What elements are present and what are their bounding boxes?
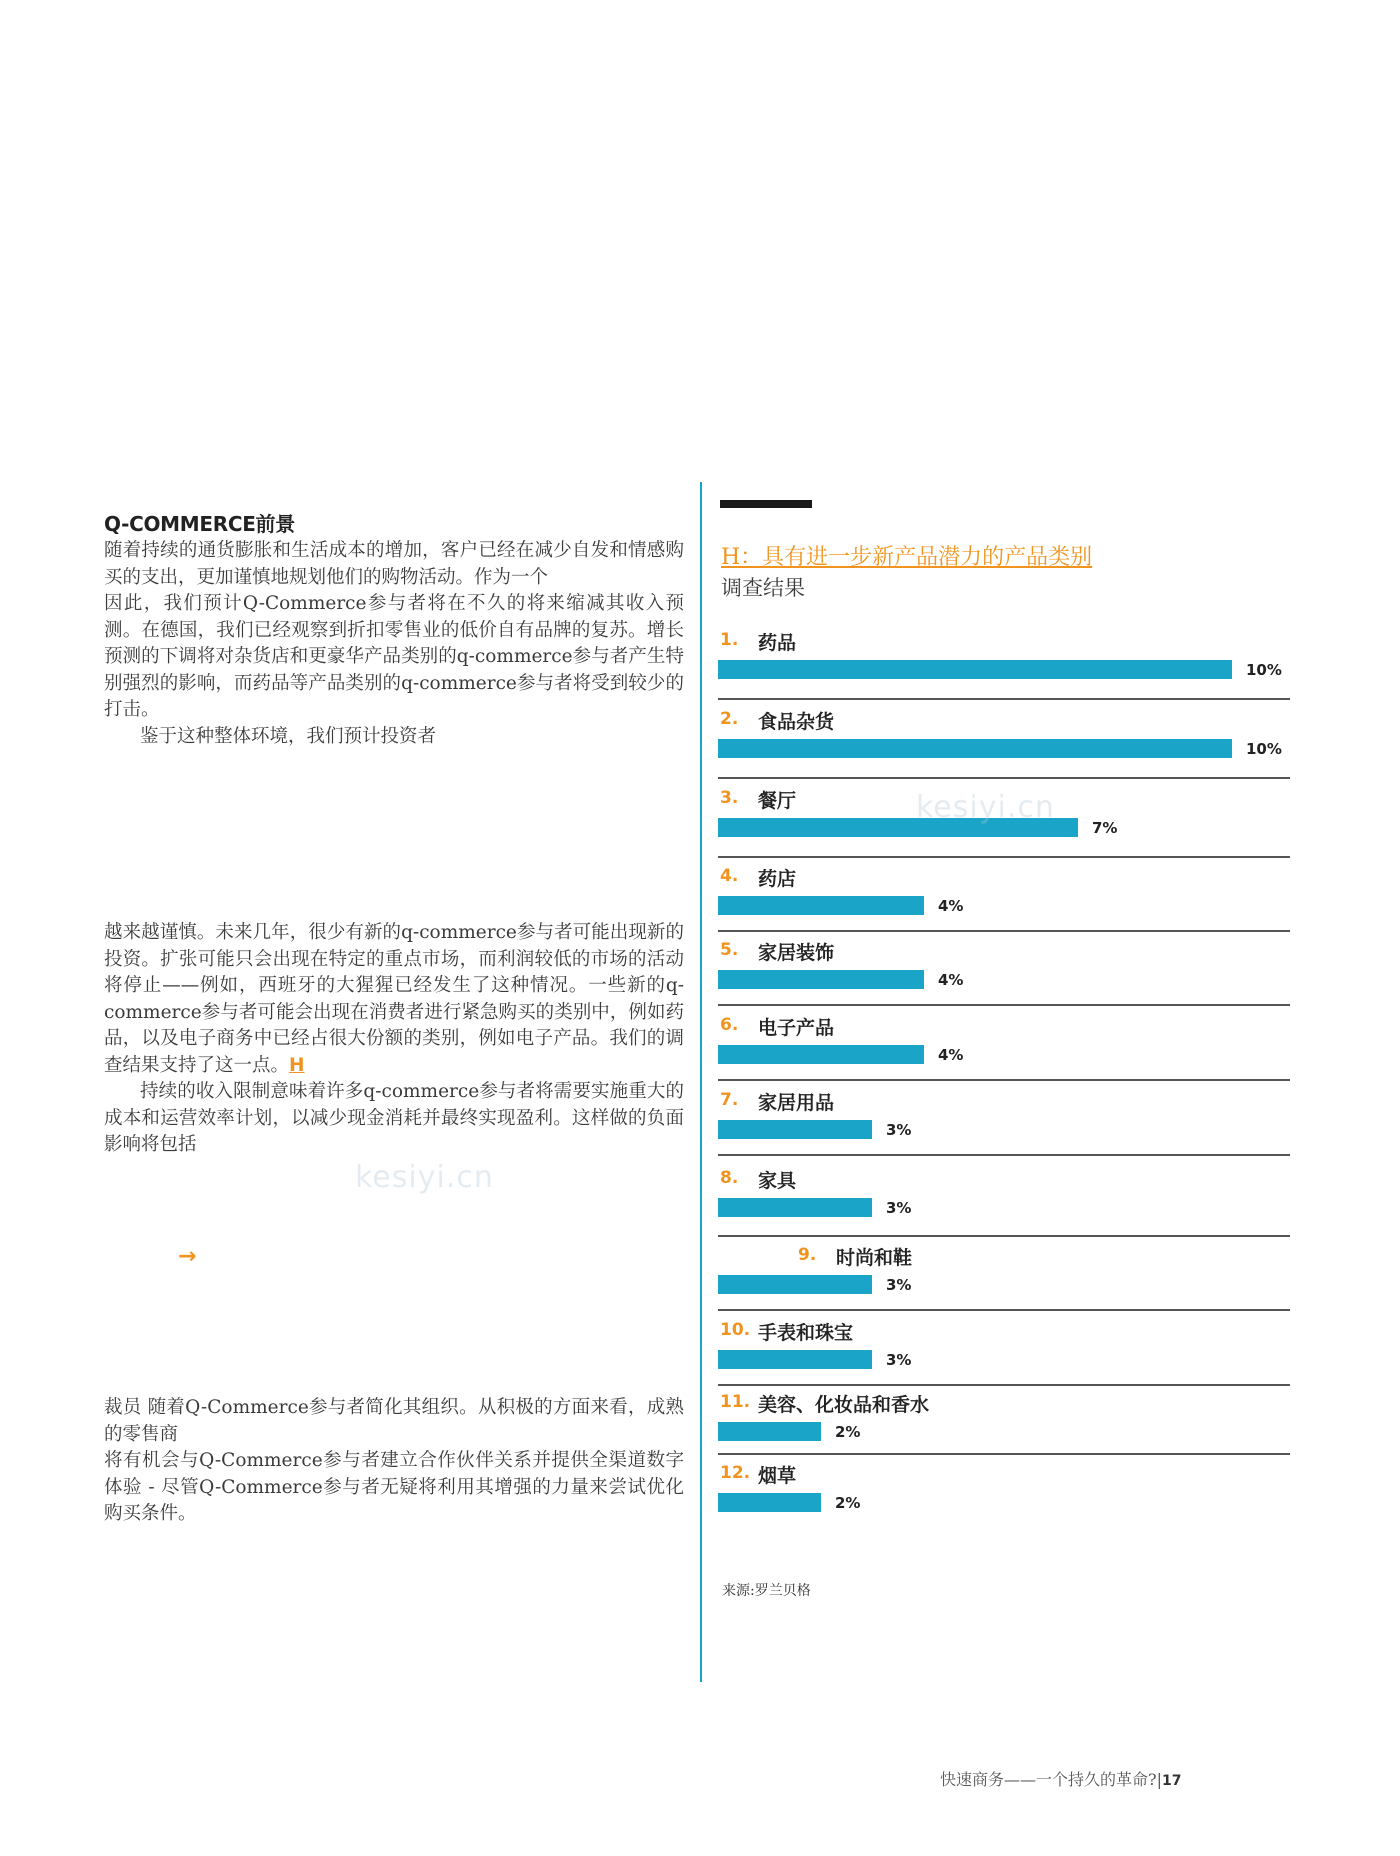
footer-separator: | — [1156, 1770, 1162, 1789]
bar-6 — [718, 1045, 924, 1064]
row-separator-2 — [718, 777, 1290, 779]
paragraph-1: 随着持续的通货膨胀和生活成本的增加，客户已经在减少自发和情感购买的支出，更加谨慎地规划他们的购物活动。作为一个 — [104, 540, 684, 588]
row-separator-7 — [718, 1154, 1290, 1156]
bar-category-label-7: 家居用品 — [758, 1092, 835, 1114]
row-separator-1 — [718, 698, 1290, 700]
chart-title: H：具有进一步新产品潜力的产品类别 — [721, 545, 1093, 570]
row-separator-9 — [718, 1309, 1290, 1311]
bar-value-label-12: 2% — [835, 1494, 861, 1512]
paragraph-7: 将有机会与Q-Commerce参与者建立合作伙伴关系并提供全渠道数字体验 - 尽管Q-Commerce参与者无疑将利用其增强的力量来尝试优化购买条件。 — [104, 1450, 684, 1524]
column-divider — [700, 482, 702, 1682]
bar-category-label-3: 餐厅 — [758, 790, 797, 812]
page-number: 17 — [1161, 1773, 1182, 1789]
page-footer — [940, 1767, 1181, 1790]
section-title: Q-COMMERCE前景 — [104, 512, 295, 536]
bar-12 — [718, 1493, 821, 1512]
footer-title: 快速商务——一个持久的革命? — [940, 1770, 1157, 1789]
bar-value-label-2: 10% — [1246, 740, 1282, 758]
bar-rank-3: 3. — [720, 788, 739, 808]
bar-10 — [718, 1350, 872, 1369]
bar-rank-1: 1. — [720, 630, 739, 650]
row-separator-4 — [718, 930, 1290, 932]
chart-subtitle: 调查结果 — [721, 576, 805, 600]
bar-category-label-5: 家居装饰 — [758, 942, 835, 964]
source-note: 来源:罗兰贝格 — [722, 1583, 811, 1599]
text-block-1 — [104, 538, 684, 750]
chart-accent-bar — [720, 500, 812, 508]
paragraph-4 — [104, 920, 684, 1079]
bar-value-label-7: 3% — [886, 1121, 912, 1139]
bar-rank-12: 12. — [720, 1463, 751, 1483]
arrow-right-icon: → — [178, 1244, 197, 1269]
bar-category-label-8: 家具 — [758, 1170, 797, 1192]
section-header — [104, 508, 684, 541]
bar-category-label-12: 烟草 — [758, 1465, 797, 1487]
bar-value-label-1: 10% — [1246, 661, 1282, 679]
bar-rank-11: 11. — [720, 1392, 751, 1412]
paragraph-2: 因此，我们预计Q-Commerce参与者将在不久的将来缩减其收入预测。在德国，我们已经观察到折扣零售业的低价自有品牌的复苏。增长预测的下调将对杂货店和更豪华产品类别的q-commerce参与者产生特别强烈的影响，而药品等产品类别的q-commerce参与者将受到较少的打击。 — [104, 593, 684, 720]
row-separator-10 — [718, 1384, 1290, 1386]
bar-7 — [718, 1120, 872, 1139]
bar-category-label-1: 药品 — [758, 632, 797, 654]
bar-category-label-10: 手表和珠宝 — [758, 1322, 854, 1344]
bar-value-label-11: 2% — [835, 1423, 861, 1441]
watermark-1: kesiyi.cn — [916, 790, 1055, 825]
row-separator-5 — [718, 1004, 1290, 1006]
paragraph-6: 裁员 随着Q-Commerce参与者简化其组织。从积极的方面来看，成熟的零售商 — [104, 1397, 684, 1445]
bar-category-label-11: 美容、化妆品和香水 — [758, 1394, 930, 1416]
bar-value-label-10: 3% — [886, 1351, 912, 1369]
watermark-2: kesiyi.cn — [355, 1160, 494, 1195]
row-separator-11 — [718, 1453, 1290, 1455]
chart-reference-link[interactable]: H — [289, 1054, 305, 1076]
bar-category-label-6: 电子产品 — [758, 1017, 835, 1039]
bar-category-label-9: 时尚和鞋 — [836, 1247, 913, 1269]
text-block-3 — [104, 1395, 684, 1528]
bar-rank-10: 10. — [720, 1320, 751, 1340]
bar-value-label-9: 3% — [886, 1276, 912, 1294]
paragraph-5: 持续的收入限制意味着许多q-commerce参与者将需要实施重大的成本和运营效率计划，以减少现金消耗并最终实现盈利。这样做的负面影响将包括 — [104, 1081, 684, 1155]
row-separator-3 — [718, 856, 1290, 858]
bar-2 — [718, 739, 1232, 758]
paragraph-4-text: 越来越谨慎。未来几年，很少有新的q-commerce参与者可能出现新的投资。扩张可能只会出现在特定的重点市场，而利润较低的市场的活动将停止——例如，西班牙的大猩猩已经发生了这种情况。一些新的q-commerce参与者可能会出现在消费者进行紧急购买的类别中，例如药品，以及电子商务中已经占很大份额的类别，例如电子产品。我们的调查结果支持了这一点。 — [104, 922, 684, 1076]
bar-rank-6: 6. — [720, 1015, 739, 1035]
bar-11 — [718, 1422, 821, 1441]
bar-category-label-4: 药店 — [758, 868, 797, 890]
paragraph-3: 鉴于这种整体环境，我们预计投资者 — [140, 725, 437, 747]
bar-value-label-6: 4% — [938, 1046, 964, 1064]
bar-9 — [718, 1275, 872, 1294]
bar-value-label-8: 3% — [886, 1199, 912, 1217]
bar-rank-8: 8. — [720, 1168, 739, 1188]
text-block-2 — [104, 920, 684, 1159]
bar-rank-7: 7. — [720, 1090, 739, 1110]
bar-value-label-4: 4% — [938, 897, 964, 915]
bar-4 — [718, 896, 924, 915]
row-separator-6 — [718, 1079, 1290, 1081]
bar-value-label-3: 7% — [1092, 819, 1118, 837]
bar-1 — [718, 660, 1232, 679]
row-separator-8 — [718, 1235, 1290, 1237]
bar-value-label-5: 4% — [938, 971, 964, 989]
bar-rank-5: 5. — [720, 940, 739, 960]
bar-rank-4: 4. — [720, 866, 739, 886]
bar-category-label-2: 食品杂货 — [758, 711, 835, 733]
bar-rank-2: 2. — [720, 709, 739, 729]
bar-8 — [718, 1198, 872, 1217]
bar-rank-9: 9. — [798, 1245, 817, 1265]
bar-5 — [718, 970, 924, 989]
